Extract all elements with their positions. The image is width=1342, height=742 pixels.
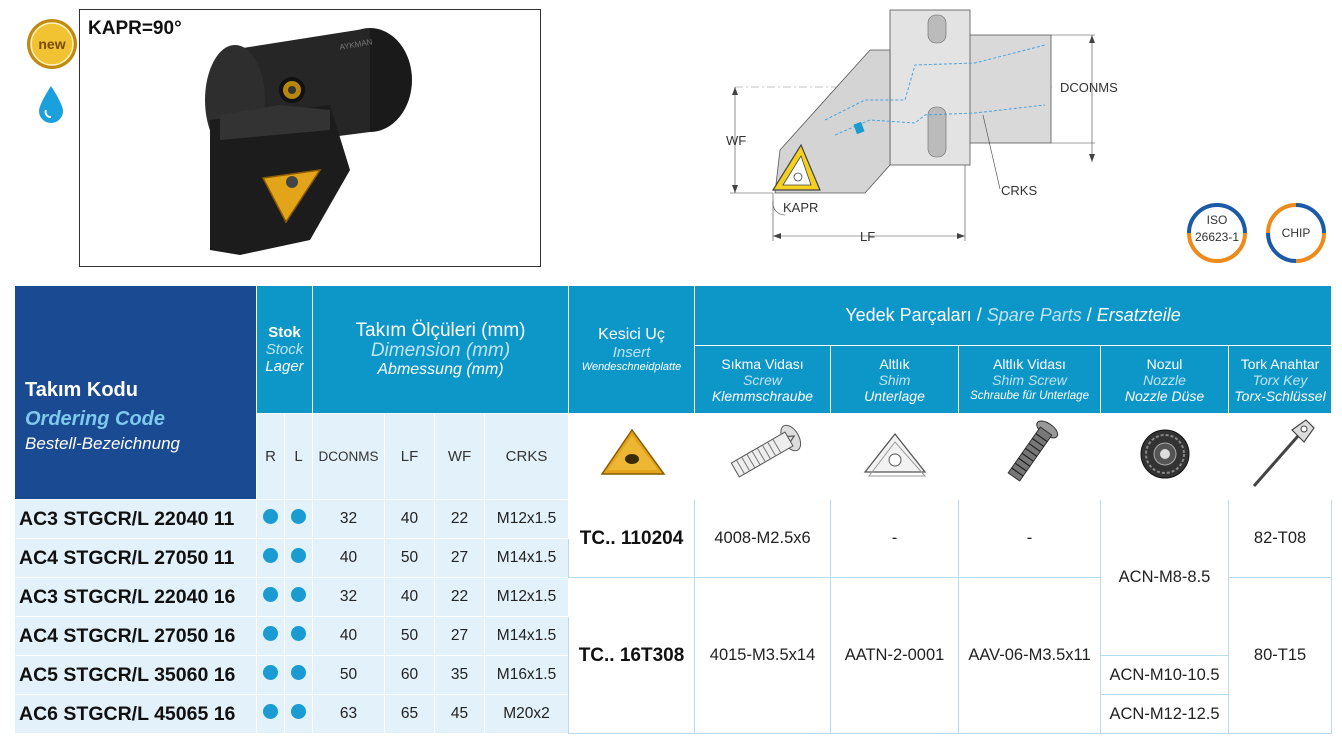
shim-code: AATN-2-0001 [831, 578, 959, 734]
stock-r [257, 539, 285, 578]
stock-l [285, 695, 313, 734]
stock-r [257, 656, 285, 695]
screw-tr: Sıkma Vidası [721, 355, 804, 372]
nozzle-code: ACN-M8-8.5 [1101, 500, 1229, 656]
spare-tr: Yedek Parçaları [845, 305, 972, 325]
shim-code: - [831, 500, 959, 578]
stock-dot-icon [291, 665, 306, 680]
ordering-code: AC6 STGCR/L 45065 16 [15, 695, 257, 734]
ordering-code-tr: Takım Kodu [25, 379, 138, 401]
kapr-title: KAPR=90° [88, 18, 182, 39]
triangle-insert-icon [592, 424, 672, 484]
nozzle-icon-cell [1101, 414, 1229, 500]
stock-dot-icon [263, 587, 278, 602]
spare-en: Spare Parts [986, 305, 1082, 325]
lf-value: 65 [385, 695, 435, 734]
stock-en: Stock [265, 341, 304, 358]
shim-screw-de: Schraube für Unterlage [970, 389, 1089, 402]
insert-tr: Kesici Uç [598, 326, 665, 343]
stock-dot-icon [291, 587, 306, 602]
screw-de: Klemmschraube [711, 387, 814, 404]
insert-code: TC.. 110204 [569, 500, 695, 578]
wf-value: 27 [435, 617, 485, 656]
screw-header [695, 346, 831, 414]
dconms-value: 40 [313, 617, 385, 656]
col-lf: LF [385, 414, 435, 500]
spare-sep2: / [1081, 305, 1097, 325]
svg-text:AYKMAN: AYKMAN [338, 37, 374, 52]
torx-code: 82-T08 [1229, 500, 1332, 578]
col-wf: WF [435, 414, 485, 500]
screw-code: 4015-M3.5x14 [695, 578, 831, 734]
ordering-code-en: Ordering Code [25, 408, 166, 430]
insert-icon-cell [569, 414, 695, 500]
crks-value: M16x1.5 [485, 656, 569, 695]
stock-l [285, 578, 313, 617]
dconms-value: 32 [313, 500, 385, 539]
new-badge-label: new [38, 36, 66, 52]
torx-code: 80-T15 [1229, 578, 1332, 734]
stock-header [257, 286, 313, 414]
ordering-code-header [15, 286, 257, 500]
chip-label: CHIP [1281, 226, 1311, 240]
product-table [14, 285, 1332, 734]
crks-value: M14x1.5 [485, 617, 569, 656]
screw-en: Screw [743, 371, 782, 388]
shim-screw-header [959, 346, 1101, 414]
shim-header [831, 346, 959, 414]
ordering-code: AC4 STGCR/L 27050 11 [15, 539, 257, 578]
kapr-label: KAPR [783, 200, 819, 215]
dimension-tr: Takım Ölçüleri (mm) [355, 319, 526, 341]
shim-icon-cell [831, 414, 959, 500]
col-l: L [285, 414, 313, 500]
torx-key-icon-cell [1229, 414, 1332, 500]
lf-value: 50 [385, 617, 435, 656]
ordering-code: AC4 STGCR/L 27050 16 [15, 617, 257, 656]
insert-code: TC.. 16T308 [569, 578, 695, 734]
shim-screw-code: - [959, 500, 1101, 578]
screw-icon [713, 419, 813, 489]
lf-value: 60 [385, 656, 435, 695]
shim-screw-en: Shim Screw [992, 371, 1067, 388]
shim-screw-icon [980, 419, 1080, 489]
dconms-value: 40 [313, 539, 385, 578]
crks-value: M12x1.5 [485, 500, 569, 539]
crks-value: M20x2 [485, 695, 569, 734]
wf-value: 22 [435, 578, 485, 617]
stock-r [257, 617, 285, 656]
shim-screw-code: AAV-06-M3.5x11 [959, 578, 1101, 734]
dimension-en: Dimension (mm) [370, 339, 511, 361]
stock-r [257, 500, 285, 539]
col-crks: CRKS [485, 414, 569, 500]
lf-label: LF [860, 229, 876, 244]
insert-en: Insert [612, 344, 651, 361]
shim-icon [855, 424, 935, 484]
shim-screw-icon-cell [959, 414, 1101, 500]
wf-value: 27 [435, 539, 485, 578]
dimension-header [313, 286, 569, 414]
table-row [15, 500, 1332, 539]
stock-dot-icon [291, 704, 306, 719]
shim-de: Unterlage [864, 387, 925, 404]
shim-en: Shim [878, 371, 911, 388]
iso-line1: ISO [1206, 213, 1228, 227]
stock-l [285, 539, 313, 578]
stock-tr: Stok [268, 324, 301, 341]
spare-parts-header [695, 286, 1332, 346]
ordering-code: AC5 STGCR/L 35060 16 [15, 656, 257, 695]
technical-drawing [715, 5, 1145, 255]
wf-value: 35 [435, 656, 485, 695]
stock-dot-icon [263, 626, 278, 641]
crks-value: M12x1.5 [485, 578, 569, 617]
ordering-code: AC3 STGCR/L 22040 16 [15, 578, 257, 617]
new-badge-icon [26, 18, 78, 70]
dconms-value: 32 [313, 578, 385, 617]
lf-value: 50 [385, 539, 435, 578]
coolant-drop-icon [36, 84, 66, 124]
lf-value: 40 [385, 578, 435, 617]
wf-value: 22 [435, 500, 485, 539]
screw-code: 4008-M2.5x6 [695, 500, 831, 578]
stock-dot-icon [291, 548, 306, 563]
stock-dot-icon [263, 509, 278, 524]
screw-icon-cell [695, 414, 831, 500]
shim-screw-tr: Altlık Vidası [993, 355, 1066, 372]
nozzle-de: Nozzle Düse [1124, 387, 1205, 404]
iso-badge [1183, 199, 1251, 267]
nozzle-icon [1125, 419, 1205, 489]
nozzle-code: ACN-M10-10.5 [1101, 656, 1229, 695]
torx-key-icon [1240, 414, 1320, 494]
torx-de: Torx-Schlüssel [1234, 387, 1326, 404]
stock-dot-icon [291, 626, 306, 641]
stock-r [257, 578, 285, 617]
torx-en: Torx Key [1252, 371, 1308, 388]
iso-line2: 26623-1 [1194, 230, 1240, 244]
stock-de: Lager [265, 358, 304, 375]
nozzle-tr: Nozul [1146, 355, 1183, 372]
stock-r [257, 695, 285, 734]
crks-value: M14x1.5 [485, 539, 569, 578]
torx-header [1229, 346, 1332, 414]
ordering-code-de: Bestell-Bezeichnung [25, 434, 180, 453]
dconms-value: 50 [313, 656, 385, 695]
chip-badge [1262, 199, 1330, 267]
stock-dot-icon [263, 548, 278, 563]
nozzle-header [1101, 346, 1229, 414]
lf-value: 40 [385, 500, 435, 539]
dimension-de: Abmessung (mm) [377, 360, 504, 378]
insert-header [569, 286, 695, 414]
stock-dot-icon [291, 509, 306, 524]
stock-l [285, 656, 313, 695]
spare-sep1: / [971, 305, 987, 325]
nozzle-en: Nozzle [1143, 371, 1186, 388]
nozzle-code: ACN-M12-12.5 [1101, 695, 1229, 734]
col-r: R [257, 414, 285, 500]
stock-dot-icon [263, 704, 278, 719]
insert-de: Wendeschneidplatte [581, 361, 682, 373]
stock-l [285, 500, 313, 539]
dconms-value: 63 [313, 695, 385, 734]
dconms-label: DCONMS [1060, 80, 1118, 95]
spare-de: Ersatzteile [1096, 305, 1181, 325]
stock-dot-icon [263, 665, 278, 680]
shim-tr: Altlık [879, 355, 910, 372]
wf-label: WF [726, 133, 747, 148]
crks-label: CRKS [1001, 183, 1038, 198]
col-dconms: DCONMS [313, 414, 385, 500]
product-photo [79, 9, 541, 267]
torx-tr: Tork Anahtar [1240, 355, 1320, 372]
stock-l [285, 617, 313, 656]
ordering-code: AC3 STGCR/L 22040 11 [15, 500, 257, 539]
wf-value: 45 [435, 695, 485, 734]
tool-holder-image [80, 10, 541, 267]
